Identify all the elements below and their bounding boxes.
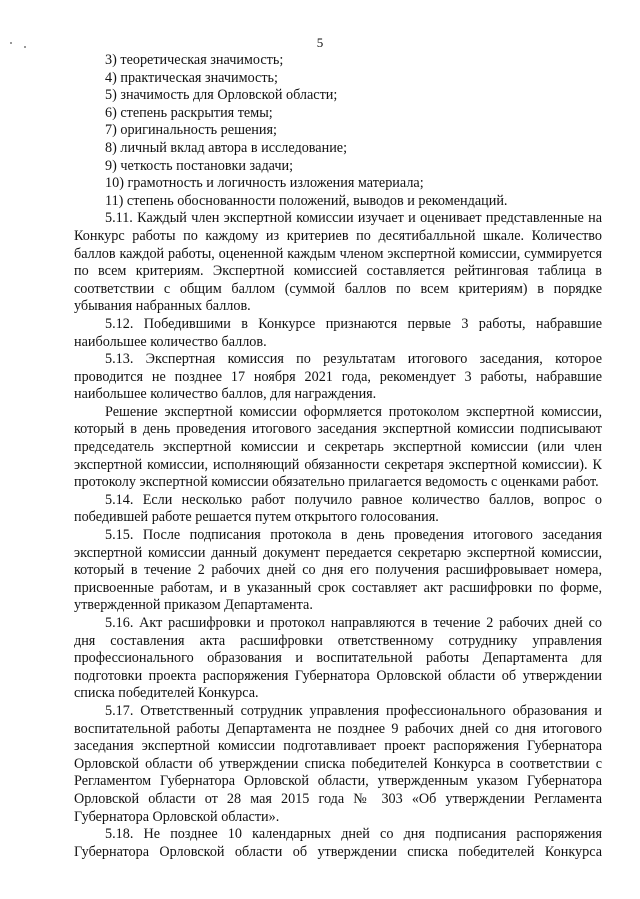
criterion-item: 8) личный вклад автора в исследование;	[105, 139, 348, 156]
page-number: 5	[316, 35, 324, 50]
criterion-item: 3) теоретическая значимость;	[105, 52, 284, 68]
paragraph-decision: Решение экспертной комиссии оформляется протоколом экспертной комиссии, который в день проведения итогового заседания экспертной комиссии подписывают председатель экспертной комиссии и секретарь экспертной комиссии (или член экспертной комиссии, исполняющий обязанности секретаря экспертной комиссии). К протоколу экспертной комиссии обязательно прилагается ведомость с оценками работ.	[74, 403, 602, 491]
paragraph-5-14: 5.14. Если несколько работ получило равное количество баллов, вопрос о победившей работе решается путем открытого голосования.	[74, 491, 602, 526]
paragraph-5-16: 5.16. Акт расшифровки и протокол направляются в течение 2 рабочих дней со дня составления акта расшифровки ответственному сотруднику управления профессионального образования и воспитательной работы Департамента для подготовки проекта распоряжения Губернатора Орловской области об утверждении списка победителей Конкурса.	[74, 615, 602, 702]
document-body	[74, 52, 602, 861]
paragraph-5-12: 5.12. Победившими в Конкурсе признаются первые 3 работы, набравшие наибольшее количество баллов.	[74, 315, 602, 350]
paragraph-5-15: 5.15. После подписания протокола в день проведения итогового заседания экспертной комиссии данный документ передается секретарю экспертной комиссии, который в течение 2 рабочих дней со дня его получения расшифровывает номера, присвоенные работам, и в указанный срок составляет акт расшифровки по форме, утвержденной приказом Департамента.	[74, 527, 602, 614]
criterion-item: 4) практическая значимость;	[105, 69, 278, 86]
criterion-item: 5) значимость для Орловской области;	[105, 87, 338, 104]
paragraph-5-18: 5.18. Не позднее 10 календарных дней со дня подписания распоряжения Губернатора Орловской области об утверждении списка победителей Конкурса	[74, 826, 602, 860]
criterion-item: 11) степень обоснованности положений, выводов и рекомендаций.	[105, 192, 508, 209]
criterion-item: 7) оригинальность решения;	[105, 122, 277, 139]
paragraph-5-17: 5.17. Ответственный сотрудник управления профессионального образования и воспитательной работы Департамента не позднее 9 рабочих дней со дня итогового заседания экспертной комиссии подготавливает проект распоряжения Губернатора Орловской области об утверждении списка победителей Конкурса в соответствии с Регламентом Губернатора Орловской области, утвержденным указом Губернатора Орловской области от 28 мая 2015 года № 303 «Об утверждении Регламента Губернатора Орловской области».	[74, 702, 602, 825]
paragraph-5-11: 5.11. Каждый член экспертной комиссии изучает и оценивает представленные на Конкурс работы по каждому из критериев по десятибалльной шкале. Количество баллов каждой работы, оцененной каждым членом экспертной комиссии, суммируется по всем критериям. Экспертной комиссией составляется рейтинговая таблица в соответствии с общим баллом (суммой баллов по всем критериям) в порядке убывания набранных баллов.	[74, 210, 602, 315]
criterion-item: 6) степень раскрытия темы;	[105, 104, 273, 121]
criterion-item: 9) четкость постановки задачи;	[105, 157, 294, 174]
paragraph-5-13: 5.13. Экспертная комиссия по результатам итогового заседания, которое проводится не позднее 17 ноября 2021 года, рекомендует 3 работы, набравшие наибольшее количество баллов, для награждения.	[74, 351, 602, 403]
criterion-item: 10) грамотность и логичность изложения материала;	[105, 175, 424, 192]
